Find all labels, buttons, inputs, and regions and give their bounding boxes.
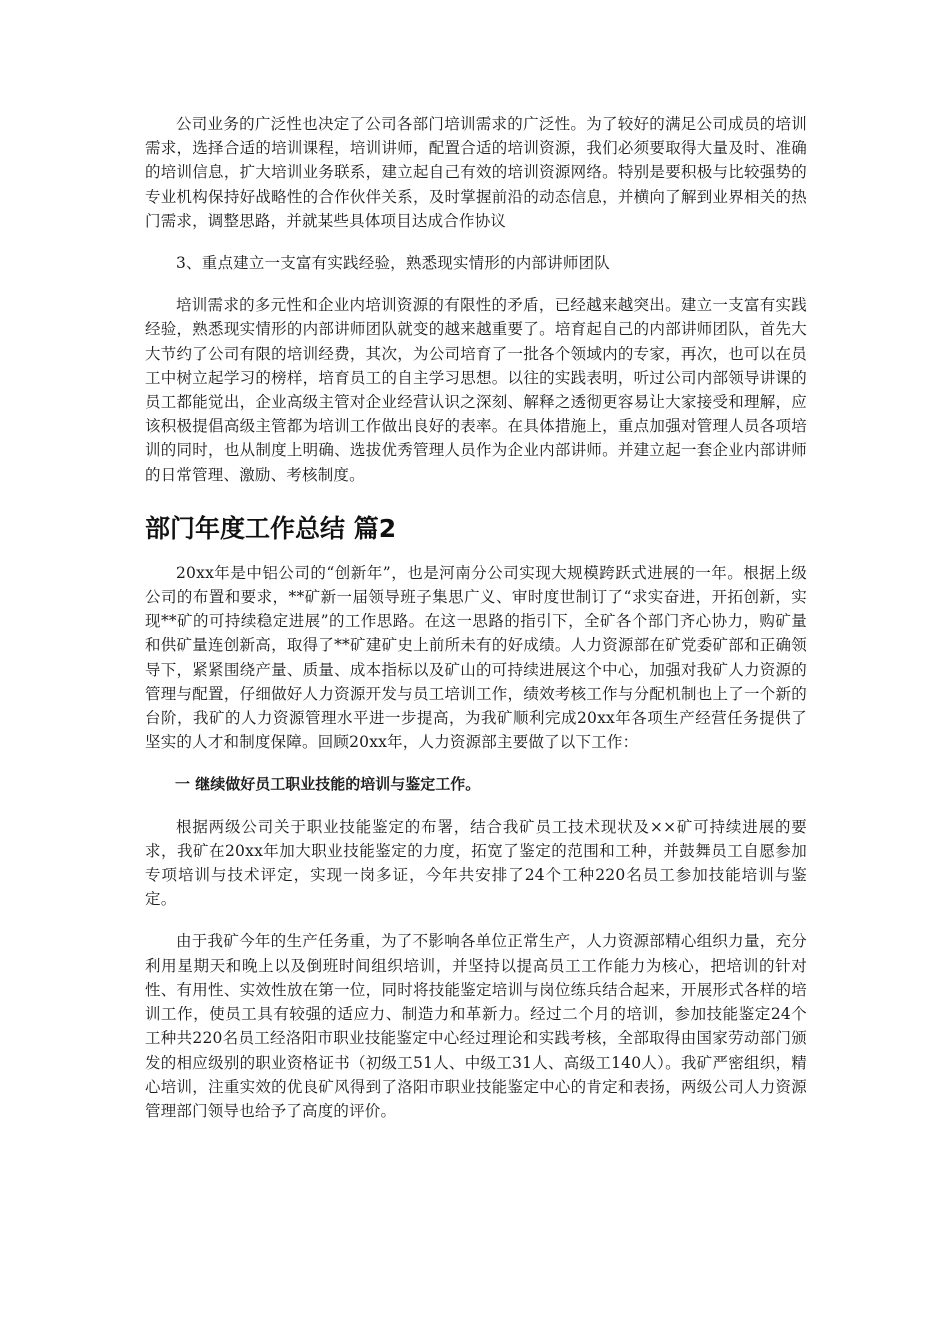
document-page xyxy=(145,112,807,1123)
paragraph-internal-trainers: 培训需求的多元性和企业内培训资源的有限性的矛盾，已经越来越突出。建立一支富有实践经验，熟悉现实情形的内部讲师团队就变的越来越重要了。培育起自己的内部讲师团队，首先大大节约了公司有限的培训经费，其次，为公司培育了一批各个领域内的专家，再次，也可以在员工中树立起学习的榜样，培育员工的自主学习思想。以往的实践表明，听过公司内部领导讲课的员工都能觉出，企业高级主管对企业经营认识之深刻、解释之透彻更容易让大家接受和理解，应该积极提倡高级主管都为培训工作做出良好的表率。在具体措施上，重点加强对管理人员各项培训的同时，也从制度上明确、选拔优秀管理人员作为企业内部讲师。并建立起一套企业内部讲师的日常管理、激励、考核制度。 xyxy=(145,296,807,484)
paragraph-skill-appraisal: 根据两级公司关于职业技能鉴定的布署，结合我矿员工技术现状及××矿可持续进展的要求，我矿在20xx年加大职业技能鉴定的力度，拓宽了鉴定的范围和工种，并鼓舞员工自愿参加专项培训与技术评定，实现一岗多证，今年共安排了24个工种220名员工参加技能培训与鉴定。 xyxy=(145,817,807,909)
paragraph-training-organization: 由于我矿今年的生产任务重，为了不影响各单位正常生产，人力资源部精心组织力量，充分利用星期天和晚上以及倒班时间组织培训，并坚持以提高员工工作能力为核心，把培训的针对性、有用性、实效性放在第一位，同时将技能鉴定培训与岗位练兵结合起来，开展形式各样的培训工作，使员工具有较强的适应力、制造力和革新力。经过二个月的培训，参加技能鉴定24个工种共220名员工经洛阳市职业技能鉴定中心经过理论和实践考核，全部取得由国家劳动部门颁发的相应级别的职业资格证书（初级工51人、中级工31人、高级工140人）。我矿严密组织，精心培训，注重实效的优良矿风得到了洛阳市职业技能鉴定中心的肯定和表扬，两级公司人力资源管理部门领导也给予了高度的评价。 xyxy=(145,932,807,1120)
section-title: 部门年度工作总结 篇2 xyxy=(145,513,397,543)
paragraph-training-resources: 公司业务的广泛性也决定了公司各部门培训需求的广泛性。为了较好的满足公司成员的培训需求，选择合适的培训课程，培训讲师，配置合适的培训资源，我们必须要取得大量及时、准确的培训信息，扩大培训业务联系，建立起自己有效的培训资源网络。特别是要积极与比较强势的专业机构保持好战略性的合作伙伴关系，及时掌握前沿的动态信息，并横向了解到业界相关的热门需求，调整思路，并就某些具体项目达成合作协议 xyxy=(145,115,807,230)
subheading-skill-training: 一 继续做好员工职业技能的培训与鉴定工作。 xyxy=(175,775,481,794)
paragraph-year-review: 20xx年是中铝公司的“创新年”，也是河南分公司实现大规模跨跃式进展的一年。根据上级公司的布置和要求，**矿新一届领导班子集思广义、审时度世制订了“求实奋进，开拓创新，实现**矿的可持续稳定进展”的工作思路。在这一思路的指引下，全矿各个部门齐心协力，购矿量和供矿量连创新高，取得了**矿建矿史上前所未有的好成绩。人力资源部在矿党委矿部和正确领导下，紧紧围绕产量、质量、成本指标以及矿山的可持续进展这个中心，加强对我矿人力资源的管理与配置，仔细做好人力资源开发与员工培训工作，绩效考核工作与分配机制也上了一个新的台阶，我矿的人力资源管理水平进一步提高，为我矿顺利完成20xx年各项生产经营任务提供了坚实的人才和制度保障。回顾20xx年，人力资源部主要做了以下工作： xyxy=(145,563,807,752)
subheading-internal-trainers: 3、重点建立一支富有实践经验，熟悉现实情形的内部讲师团队 xyxy=(176,254,610,273)
